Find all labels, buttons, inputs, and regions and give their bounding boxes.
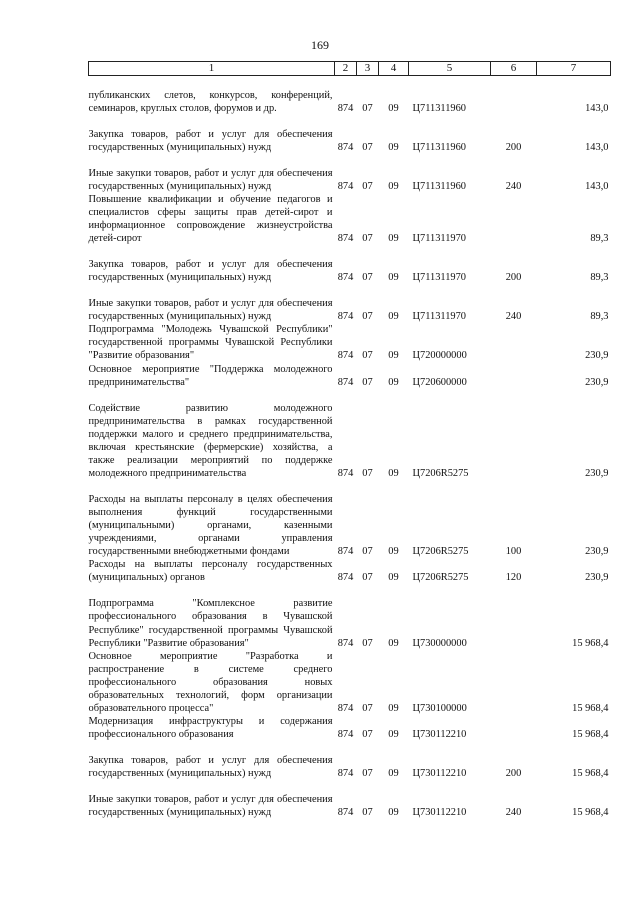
row-name: Закупка товаров, работ и услуг для обеспечения государственных (муниципальных) нужд [88, 128, 333, 153]
col-header-target-article: 5 [409, 62, 491, 76]
row-subsection: 09 [388, 272, 399, 284]
row-target-article: Ц720000000 [412, 350, 467, 362]
row-target-article: Ц730000000 [412, 637, 467, 649]
row-target-article: Ц711311960 [412, 180, 466, 192]
row-grbs: 874 [337, 467, 354, 479]
row-section: 07 [362, 102, 373, 114]
row-expense-group: 120 [505, 572, 522, 584]
row-amount: 89,3 [590, 311, 609, 323]
table-row [89, 76, 611, 115]
row-target-article: Ц711311960 [412, 102, 466, 114]
row-subsection: 09 [388, 702, 399, 714]
row-grbs: 874 [337, 546, 354, 558]
table-row [89, 558, 611, 584]
row-name: Повышение квалификации и обучение педагогов и специалистов сферы защиты прав детей-сирот и информационное сопровождение жизнеустройства детей-сирот [88, 193, 333, 245]
row-subsection: 09 [388, 102, 399, 114]
row-section: 07 [362, 637, 373, 649]
row-expense-group [491, 193, 537, 245]
row-name: Иные закупки товаров, работ и услуг для обеспечения государственных (муниципальных) нужд [88, 794, 333, 819]
row-section: 07 [362, 572, 373, 584]
row-expense-group [491, 323, 537, 362]
row-grbs: 874 [337, 728, 354, 740]
row-subsection: 09 [388, 768, 399, 780]
row-target-article: Ц711311960 [412, 141, 466, 153]
row-section: 07 [362, 702, 373, 714]
row-subsection: 09 [388, 141, 399, 153]
row-amount: 15 968,4 [572, 728, 609, 740]
row-subsection: 09 [388, 311, 399, 323]
column-header-row [89, 62, 611, 76]
row-amount: 89,3 [590, 272, 609, 284]
row-grbs: 874 [337, 311, 354, 323]
row-section: 07 [362, 728, 373, 740]
row-expense-group [491, 389, 537, 480]
row-target-article: Ц711311970 [412, 233, 466, 245]
row-expense-group: 100 [505, 546, 522, 558]
row-expense-group [491, 650, 537, 715]
table-row [89, 284, 611, 323]
row-target-article: Ц7206R5275 [412, 572, 469, 584]
table-row [89, 389, 611, 480]
table-row [89, 715, 611, 741]
row-section: 07 [362, 350, 373, 362]
row-subsection: 09 [388, 233, 399, 245]
row-grbs: 874 [337, 768, 354, 780]
row-grbs: 874 [337, 572, 354, 584]
table-row [89, 650, 611, 715]
row-expense-group [491, 76, 537, 115]
row-grbs: 874 [337, 376, 354, 388]
table-row [89, 245, 611, 284]
row-expense-group: 200 [505, 272, 522, 284]
row-name: Расходы на выплаты персоналу государственных (муниципальных) органов [88, 559, 333, 584]
row-amount: 15 968,4 [572, 637, 609, 649]
row-subsection: 09 [388, 350, 399, 362]
row-name: Содействие развитию молодежного предпринимательства в рамках государственной поддержки малого и среднего предпринимательства, включая крестьянские (фермерские) хозяйства, а также реализации мероприятий по поддержке молодежного предпринимательства [88, 402, 333, 479]
row-subsection: 09 [388, 728, 399, 740]
row-amount: 230,9 [585, 376, 609, 388]
row-grbs: 874 [337, 272, 354, 284]
table-row [89, 323, 611, 362]
col-header-section: 3 [357, 62, 379, 76]
row-grbs: 874 [337, 637, 354, 649]
table-row [89, 584, 611, 649]
row-target-article: Ц711311970 [412, 272, 466, 284]
col-header-name: 1 [89, 62, 335, 76]
row-section: 07 [362, 546, 373, 558]
row-name: Закупка товаров, работ и услуг для обеспечения государственных (муниципальных) нужд [88, 755, 333, 780]
row-subsection: 09 [388, 376, 399, 388]
row-name: публиканских слетов, конкурсов, конференций, семинаров, круглых столов, форумов и др. [88, 89, 333, 114]
row-subsection: 09 [388, 467, 399, 479]
row-section: 07 [362, 467, 373, 479]
row-target-article: Ц7206R5275 [412, 467, 469, 479]
row-section: 07 [362, 768, 373, 780]
row-expense-group [491, 584, 537, 649]
table-row [89, 193, 611, 245]
row-name: Иные закупки товаров, работ и услуг для обеспечения государственных (муниципальных) нужд [88, 167, 333, 192]
row-subsection: 09 [388, 546, 399, 558]
row-target-article: Ц730112210 [412, 768, 467, 780]
row-target-article: Ц730100000 [412, 702, 467, 714]
table-row [89, 115, 611, 154]
page-number: 169 [311, 38, 329, 52]
row-grbs: 874 [337, 702, 354, 714]
row-section: 07 [362, 141, 373, 153]
row-grbs: 874 [337, 180, 354, 192]
row-amount: 230,9 [585, 546, 609, 558]
row-grbs: 874 [337, 233, 354, 245]
row-name: Основное мероприятие "Разработка и распространение в системе среднего профессионального образования новых образовательных технологий, форм организации образовательного процесса" [88, 650, 333, 714]
col-header-amount: 7 [537, 62, 611, 76]
row-expense-group: 200 [505, 141, 522, 153]
row-target-article: Ц711311970 [412, 311, 466, 323]
col-header-grbs: 2 [335, 62, 357, 76]
row-grbs: 874 [337, 141, 354, 153]
row-name: Расходы на выплаты персоналу в целях обеспечения выполнения функций государственными (муниципальными) органами, казенными учреждениями, органами управления государственными внебюджетными фондами [88, 494, 333, 558]
row-amount: 230,9 [585, 350, 609, 362]
row-expense-group [491, 363, 537, 389]
row-subsection: 09 [388, 180, 399, 192]
row-subsection: 09 [388, 572, 399, 584]
row-amount: 230,9 [585, 467, 609, 479]
col-header-expense-group: 6 [491, 62, 537, 76]
table-row [89, 363, 611, 389]
row-section: 07 [362, 180, 373, 192]
row-amount: 15 968,4 [572, 768, 609, 780]
row-section: 07 [362, 233, 373, 245]
row-grbs: 874 [337, 807, 354, 819]
row-amount: 143,0 [585, 180, 609, 192]
row-expense-group: 240 [505, 311, 522, 323]
row-grbs: 874 [337, 102, 354, 114]
row-section: 07 [362, 311, 373, 323]
row-section: 07 [362, 376, 373, 388]
table-row [89, 741, 611, 780]
row-target-article: Ц730112210 [412, 728, 467, 740]
row-amount: 143,0 [585, 141, 609, 153]
col-header-subsection: 4 [379, 62, 409, 76]
row-target-article: Ц7206R5275 [412, 546, 469, 558]
table-row [89, 154, 611, 193]
row-subsection: 09 [388, 637, 399, 649]
table-row [89, 480, 611, 558]
row-expense-group: 240 [505, 807, 522, 819]
row-name: Иные закупки товаров, работ и услуг для обеспечения государственных (муниципальных) нужд [88, 298, 333, 323]
row-expense-group: 240 [505, 180, 522, 192]
row-name: Подпрограмма "Комплексное развитие профессионального образования в Чувашской Республике" государственной программы Чувашской Республики "Развитие образования" [88, 598, 333, 649]
row-amount: 15 968,4 [572, 807, 609, 819]
row-amount: 89,3 [590, 233, 609, 245]
row-amount: 230,9 [585, 572, 609, 584]
row-target-article: Ц730112210 [412, 807, 467, 819]
row-amount: 143,0 [585, 102, 609, 114]
budget-table [88, 61, 611, 819]
row-expense-group: 200 [505, 768, 522, 780]
row-section: 07 [362, 807, 373, 819]
row-name: Подпрограмма "Молодежь Чувашской Республики" государственной программы Чувашской Республики "Развитие образования" [88, 324, 333, 362]
row-target-article: Ц720600000 [412, 376, 467, 388]
row-grbs: 874 [337, 350, 354, 362]
table-body [89, 76, 611, 820]
row-subsection: 09 [388, 807, 399, 819]
row-section: 07 [362, 272, 373, 284]
row-expense-group [491, 715, 537, 741]
row-amount: 15 968,4 [572, 702, 609, 714]
row-name: Закупка товаров, работ и услуг для обеспечения государственных (муниципальных) нужд [88, 259, 333, 284]
row-name: Модернизация инфраструктуры и содержания профессионального образования [88, 715, 333, 740]
row-name: Основное мероприятие "Поддержка молодежного предпринимательства" [88, 363, 333, 388]
table-row [89, 780, 611, 819]
